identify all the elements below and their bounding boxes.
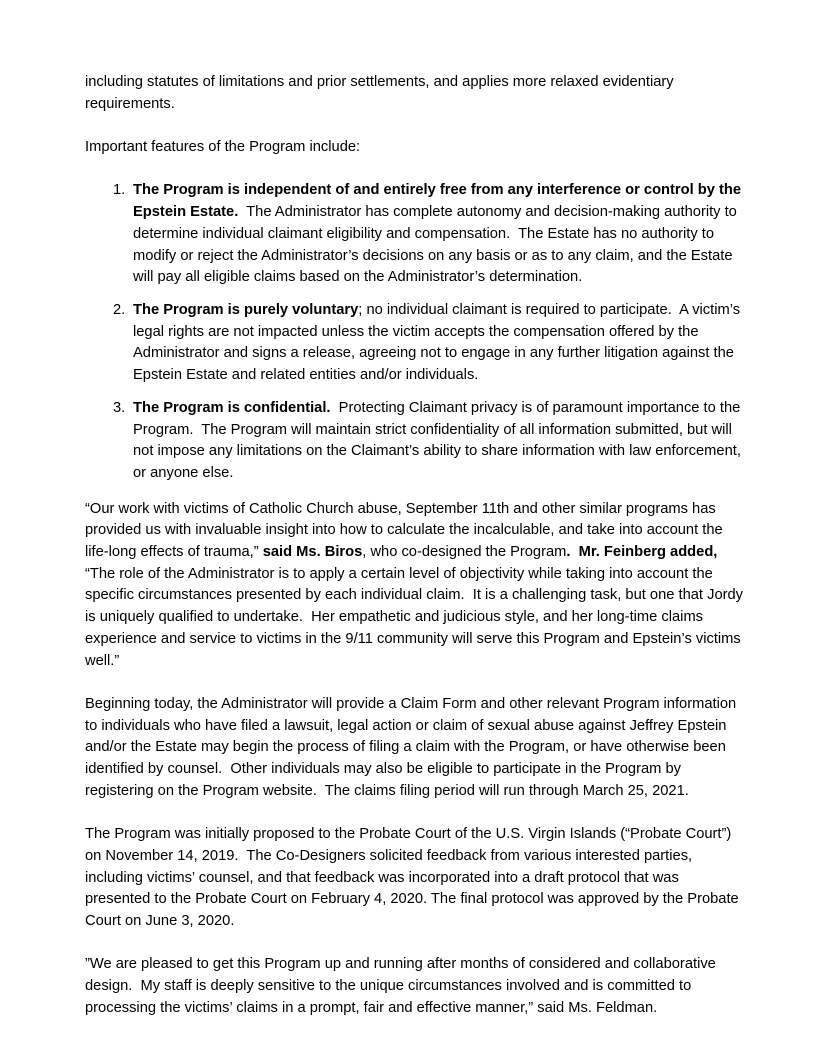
list-item-bold-lead: The Program is independent of and entirely free from any interference or control by the Epstein Estate.: [133, 182, 746, 221]
list-item-body: ; no individual claimant is required to participate. A victim’s legal rights are not impacted unless the victim accepts the compensation offered by the Administrator and signs a release, agreeing not to engage in any further litigation against the Epstein Estate and related entities and/or individuals.: [133, 302, 745, 384]
paragraph-beginning-today: [85, 694, 745, 803]
list-item-text: [133, 180, 745, 289]
paragraph-features-heading: [85, 137, 745, 159]
list-item-voluntary: [85, 300, 745, 387]
list-number: 2.: [113, 302, 126, 318]
list-item-text: [133, 398, 745, 485]
paragraph-biros-feinberg-quote: [85, 499, 748, 673]
quote-mid: , who co-designed the Program: [362, 544, 567, 561]
quote-tail: “The role of the Administrator is to apply a certain level of objectivity while taking into account the specific circumstances presented by each individual claim. It is a challenging task, but one that Jordy is uniquely qualified to undertake. Her empathetic and judicious style, and her long-time claims experience and service to victims in the 9/11 community will serve this Program and Epstein’s victims well.”: [85, 544, 748, 669]
program-features-list: [85, 180, 745, 484]
list-number: 1.: [113, 182, 126, 199]
list-item-confidential: [85, 398, 745, 485]
list-item-body: Protecting Claimant privacy is of paramount importance to the Program. The Program will maintain strict confidentiality of all information submitted, but will not impose any limitations on the Claimant’s ability to share information with law enforcement, or anyone else.: [133, 399, 746, 481]
paragraph-text: Important features of the Program include:: [85, 139, 361, 156]
list-item-text: [133, 300, 745, 387]
paragraph-evidentiary: [85, 72, 745, 115]
list-item-bold-lead: The Program is confidential.: [133, 399, 331, 416]
quote-attribution-feinberg: . Mr. Feinberg added,: [566, 544, 718, 561]
paragraph-text: ”We are pleased to get this Program up and running after months of considered and collaborative design. My staff is deeply sensitive to the unique circumstances involved and is committed to processing the victims’ claims in a prompt, fair and effective manner,” said Ms. Feldman.: [85, 956, 720, 1016]
list-item-body: The Administrator has complete autonomy and decision-making authority to determine individual claimant eligibility and compensation. The Estate has no authority to modify or reject the Administrator’s decisions on any basis or as to any claim, and the Estate will pay all eligible claims based on the Administrator’s determination.: [133, 204, 741, 286]
paragraph-text: Beginning today, the Administrator will provide a Claim Form and other relevant Program information to individuals who have filed a lawsuit, legal action or claim of sexual abuse against Jeffrey Epstein and/or the Estate may begin the process of filing a claim with the Program, or have otherwise been identified by counsel. Other individuals may also be eligible to participate in the Program by registering on the Program website. The claims filing period will run through March 25, 2021.: [85, 695, 741, 799]
list-number: 3.: [113, 399, 126, 416]
quote-lead: “Our work with victims of Catholic Church abuse, September 11th and other similar programs has provided us with invaluable insight into how to calculate the incalculable, and take into account the life-long effects of trauma,”: [85, 500, 727, 561]
list-item-independent: [85, 180, 745, 289]
paragraph-text: The Program was initially proposed to the Probate Court of the U.S. Virgin Islands (“Probate Court”) on November 14, 2019. The Co-Designers solicited feedback from various interested parties, including victims’ counsel, and that feedback was incorporated into a draft protocol that was presented to the Probate Court on February 4, 2020. The final protocol was approved by the Probate Court on June 3, 2020.: [85, 826, 743, 929]
paragraph-text: including statutes of limitations and prior settlements, and applies more relaxed evidentiary requirements.: [85, 74, 678, 112]
list-item-bold-lead: The Program is purely voluntary: [133, 302, 359, 318]
quote-attribution-biros: said Ms. Biros: [262, 544, 363, 561]
paragraph-feldman-quote: [85, 954, 745, 1019]
paragraph-probate-court: [85, 824, 745, 933]
